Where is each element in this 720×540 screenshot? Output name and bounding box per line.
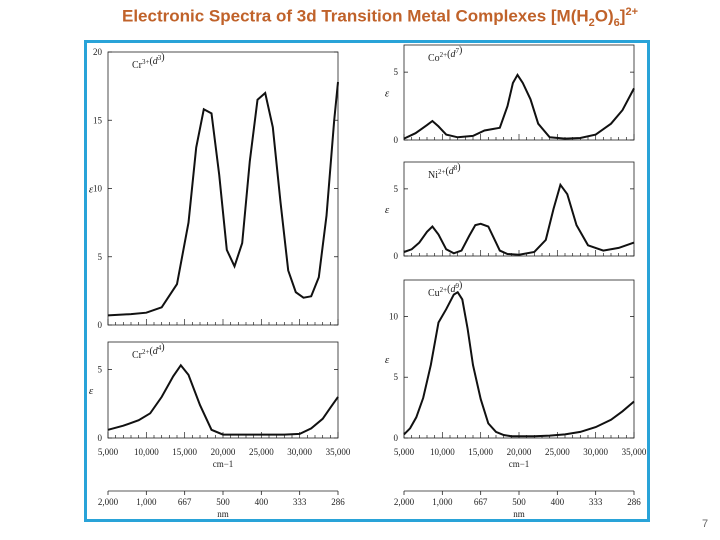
- x-axis-label: cm−1: [212, 459, 234, 469]
- nm-tick-label: 500: [512, 497, 526, 507]
- y-tick-label: 10: [389, 311, 398, 322]
- nm-tick-label: 2,000: [97, 497, 119, 507]
- spectrum-line: [404, 292, 634, 436]
- nm-tick-label: 286: [627, 497, 641, 507]
- x-tick-label: 10,000: [133, 447, 159, 457]
- plot-frame: [108, 52, 338, 325]
- nm-tick-label: 1,000: [136, 497, 157, 507]
- panel-ion-label: $Cu^{2+}(d^9)$: [428, 280, 463, 299]
- title-mid: O): [594, 6, 614, 26]
- spectrum-line: [108, 365, 338, 434]
- title-sub-6: 6: [613, 17, 620, 30]
- chart-panel-right-2: [385, 162, 634, 261]
- chart-panel-bottom-left: [89, 342, 351, 519]
- panel-ion-label: $Cr^{2+}(d^4)$: [132, 342, 165, 361]
- nm-axis-label: nm: [217, 509, 229, 519]
- nm-tick-label: 667: [473, 497, 488, 507]
- nm-tick-label: 667: [177, 497, 192, 507]
- spectrum-line: [404, 185, 634, 255]
- x-tick-label: 25,000: [248, 447, 274, 457]
- y-tick-label: 5: [97, 364, 102, 375]
- y-tick-label: 0: [393, 135, 398, 145]
- y-tick-label: 0: [393, 251, 398, 261]
- y-axis-label: ε: [384, 354, 390, 366]
- x-tick-label: 20,000: [506, 447, 532, 457]
- nm-axis-label: nm: [513, 509, 525, 519]
- nm-tick-label: 286: [331, 497, 345, 507]
- x-tick-label: 30,000: [287, 447, 313, 457]
- chart-panel-top-left: [89, 47, 338, 330]
- x-axis-label: cm−1: [508, 459, 530, 469]
- x-tick-label: 35,000: [325, 447, 351, 457]
- x-tick-label: 35,000: [621, 447, 647, 457]
- nm-tick-label: 400: [254, 497, 269, 507]
- x-tick-label: 5,000: [393, 447, 415, 457]
- plot-frame: [404, 162, 634, 256]
- y-axis-label: ε: [88, 183, 94, 196]
- nm-tick-label: 333: [588, 497, 603, 507]
- y-axis-label: ε: [88, 385, 94, 397]
- y-tick-label: 5: [393, 67, 398, 78]
- panel-ion-label: $Cr^{3+}(d^3)$: [132, 52, 165, 71]
- chart-panel-right-3: [385, 280, 647, 519]
- plot-frame: [108, 342, 338, 438]
- y-tick-label: 0: [97, 320, 102, 330]
- y-tick-label: 20: [93, 47, 102, 57]
- x-tick-label: 15,000: [172, 447, 198, 457]
- nm-tick-label: 2,000: [393, 497, 415, 507]
- spectrum-line: [108, 82, 338, 315]
- chart-panel-right-1: [385, 45, 634, 145]
- title-end: ]: [619, 6, 626, 26]
- plot-frame: [404, 280, 634, 438]
- x-tick-label: 15,000: [468, 447, 494, 457]
- y-tick-label: 0: [97, 433, 102, 443]
- panel-ion-label: $Ni^{2+}(d^8)$: [428, 162, 461, 181]
- y-tick-label: 10: [93, 183, 102, 194]
- y-tick-label: 5: [393, 372, 398, 383]
- nm-tick-label: 333: [292, 497, 307, 507]
- y-tick-label: 15: [93, 115, 102, 126]
- title-main: Electronic Spectra of 3d Transition Metal Complexes [M(H: [121, 6, 589, 26]
- spectrum-line: [404, 75, 634, 139]
- x-tick-label: 20,000: [210, 447, 236, 457]
- y-tick-label: 0: [393, 433, 398, 443]
- nm-tick-label: 400: [550, 497, 565, 507]
- y-axis-label: ε: [384, 87, 390, 100]
- nm-tick-label: 1,000: [432, 497, 453, 507]
- x-tick-label: 25,000: [544, 447, 570, 457]
- y-tick-label: 5: [393, 183, 398, 194]
- title-charge: 2+: [625, 6, 638, 18]
- nm-tick-label: 500: [216, 497, 230, 507]
- x-tick-label: 5,000: [97, 447, 119, 457]
- y-axis-label: ε: [384, 204, 390, 216]
- page-number: 7: [702, 518, 709, 530]
- panel-ion-label: $Co^{2+}(d^7)$: [428, 45, 463, 64]
- x-tick-label: 30,000: [583, 447, 609, 457]
- x-tick-label: 10,000: [429, 447, 455, 457]
- y-tick-label: 5: [97, 251, 102, 262]
- title-sub-2: 2: [588, 17, 595, 30]
